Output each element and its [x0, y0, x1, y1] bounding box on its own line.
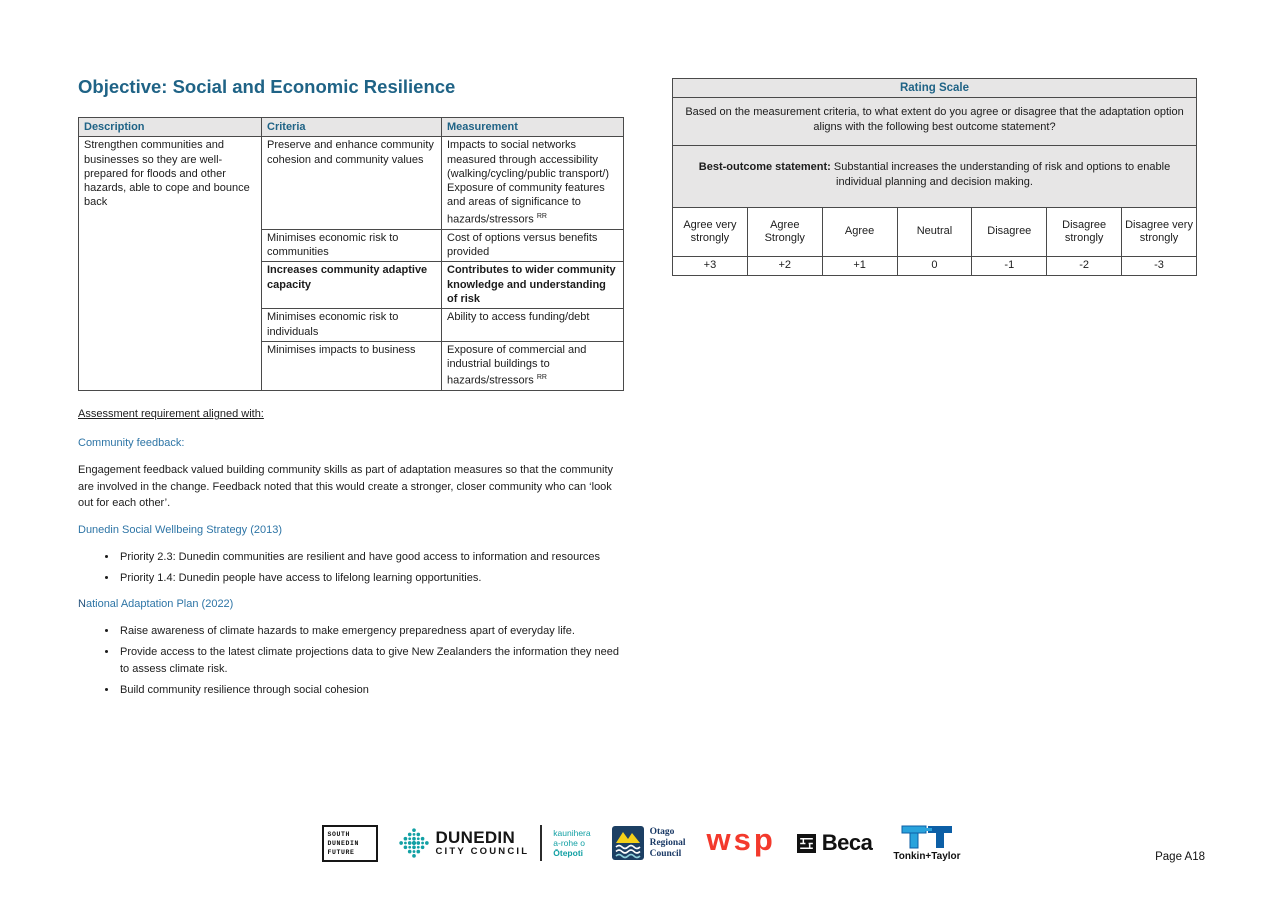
wsp-logo [706, 822, 776, 858]
rating-scale-title-row [673, 79, 1197, 98]
criteria-table-header-row [79, 118, 624, 137]
rating-labels-row [673, 208, 1197, 257]
otago-regional-council-logo [612, 826, 686, 860]
section-heading: Dunedin Social Wellbeing Strategy (2013) [78, 523, 283, 536]
wsp-wordmark: wsp [706, 822, 776, 857]
measurement-cell: Contributes to wider community knowledge and understanding of risk [442, 262, 624, 309]
bullet-item: • Build community resilience through social cohesion [118, 682, 628, 699]
orc-line: Regional [649, 837, 686, 848]
dcc-wordmark [435, 829, 529, 857]
measurement-cell: Cost of options versus benefits provided [442, 229, 624, 262]
dcc-subtitle: CITY COUNCIL [435, 846, 530, 857]
best-outcome-text: Substantial increases the understanding of risk and options to enable individual planning and decision making. [830, 161, 1171, 188]
tonkin-taylor-logo [893, 824, 960, 862]
rating-option-label: Agree very strongly [673, 208, 748, 257]
section-bullet-list [78, 549, 644, 587]
assessment-content [78, 407, 644, 709]
rating-values-row [673, 257, 1197, 276]
dcc-maori-line: Ōtepoti [553, 848, 584, 858]
dcc-title: DUNEDIN [435, 828, 516, 847]
column-header-criteria: Criteria [262, 118, 442, 137]
measurement-cell: Exposure of commercial and industrial buildings to hazards/stressors $^{RR}$ [442, 341, 624, 391]
tonkin-taylor-wordmark: Tonkin+Taylor [893, 851, 961, 862]
criteria-cell: Minimises impacts to business [262, 341, 442, 391]
south-dunedin-future-logo [322, 825, 378, 862]
rating-option-label: Disagree strongly [1047, 208, 1122, 257]
criteria-cell: Minimises economic risk to individuals [262, 309, 442, 342]
rating-option-label: Agree [822, 208, 897, 257]
bullet-item: • Priority 1.4: Dunedin people have access to lifelong learning opportunities. [118, 570, 628, 587]
dcc-maori-text [553, 828, 590, 858]
rating-option-value: -1 [972, 257, 1047, 276]
page-number: Page A18 [1155, 851, 1205, 863]
section-paragraph: Engagement feedback valued building community skills as part of adaptation measures so that the community are involved in the change. Feedback noted that this would create a stronger, closer community who can ‘look out for each other’. [78, 464, 614, 510]
sdf-line: SOUTH [327, 830, 350, 838]
rating-option-value: 0 [897, 257, 972, 276]
section-bullet-list [78, 623, 644, 699]
rating-option-value: +1 [822, 257, 897, 276]
rating-option-value: -2 [1047, 257, 1122, 276]
bullet-item: • Provide access to the latest climate projections data to give New Zealanders the information they need to assess climate risk. [118, 644, 628, 678]
dcc-maori-line: kaunihera [553, 828, 591, 838]
rating-scale-question-row [673, 98, 1197, 146]
criteria-cell: Preserve and enhance community cohesion and community values [262, 137, 442, 229]
rating-option-value: +3 [673, 257, 748, 276]
rating-option-label: Neutral [897, 208, 972, 257]
orc-mountain-icon [612, 826, 644, 860]
beca-wordmark: Beca [821, 830, 873, 855]
beca-logo [797, 832, 873, 854]
rating-option-value: +2 [747, 257, 822, 276]
dcc-divider [540, 825, 542, 861]
section-heading: National Adaptation Plan (2022) [78, 597, 234, 610]
rating-option-label: Agree Strongly [747, 208, 822, 257]
footnote-marker: RR [536, 212, 547, 220]
orc-wordmark [650, 827, 686, 860]
orc-line: Otago [649, 826, 675, 837]
rating-option-label: Disagree very strongly [1122, 208, 1197, 257]
best-outcome-statement [673, 146, 1197, 208]
bullet-item: • Raise awareness of climate hazards to make emergency preparedness apart of everyday life. [118, 623, 628, 640]
measurement-cell: Impacts to social networks measured through accessibility (walking/cycling/public transport/) Exposure of community features and areas of significance to hazards/stressors $^{RR}$ [442, 137, 624, 229]
rating-option-label: Disagree [972, 208, 1047, 257]
criteria-cell: Minimises economic risk to communities [262, 229, 442, 262]
footer-logo-strip [0, 824, 1283, 862]
section-heading: Community feedback: [78, 437, 185, 449]
column-header-measurement: Measurement [442, 118, 624, 137]
orc-line: Council [649, 848, 682, 859]
tt-icon [901, 824, 953, 850]
rating-scale-title: Rating Scale [673, 79, 1197, 98]
best-outcome-label: Best-outcome statement: [698, 161, 831, 173]
criteria-cell: Increases community adaptive capacity [262, 262, 442, 309]
beca-maze-icon [797, 834, 816, 853]
dcc-diamond-icon [399, 828, 429, 858]
description-cell: Strengthen communities and businesses so they are well-prepared for floods and other hazards, able to cope and bounce back [79, 137, 262, 391]
criteria-table [78, 117, 624, 391]
footnote-marker: RR [536, 374, 547, 382]
dunedin-city-council-logo [399, 825, 590, 861]
rating-scale-outcome-row [673, 146, 1197, 208]
dcc-maori-line: a-rohe o [553, 838, 585, 848]
bullet-item: • Priority 2.3: Dunedin communities are resilient and have good access to information and resources [118, 549, 628, 566]
rating-option-value: -3 [1122, 257, 1197, 276]
south-dunedin-future-wordmark [322, 825, 378, 862]
criteria-table-row [79, 137, 624, 229]
sdf-line: FUTURE [327, 848, 355, 856]
assessment-heading: Assessment requirement aligned with: [78, 408, 264, 420]
rating-scale-question: Based on the measurement criteria, to what extent do you agree or disagree that the adaptation option aligns with the following best outcome statement? [673, 98, 1197, 146]
measurement-cell: Ability to access funding/debt [442, 309, 624, 342]
rating-scale-table [672, 78, 1197, 276]
sdf-line: DUNEDIN [327, 839, 359, 847]
column-header-description: Description [79, 118, 262, 137]
page-title: Objective: Social and Economic Resilience [78, 76, 456, 97]
